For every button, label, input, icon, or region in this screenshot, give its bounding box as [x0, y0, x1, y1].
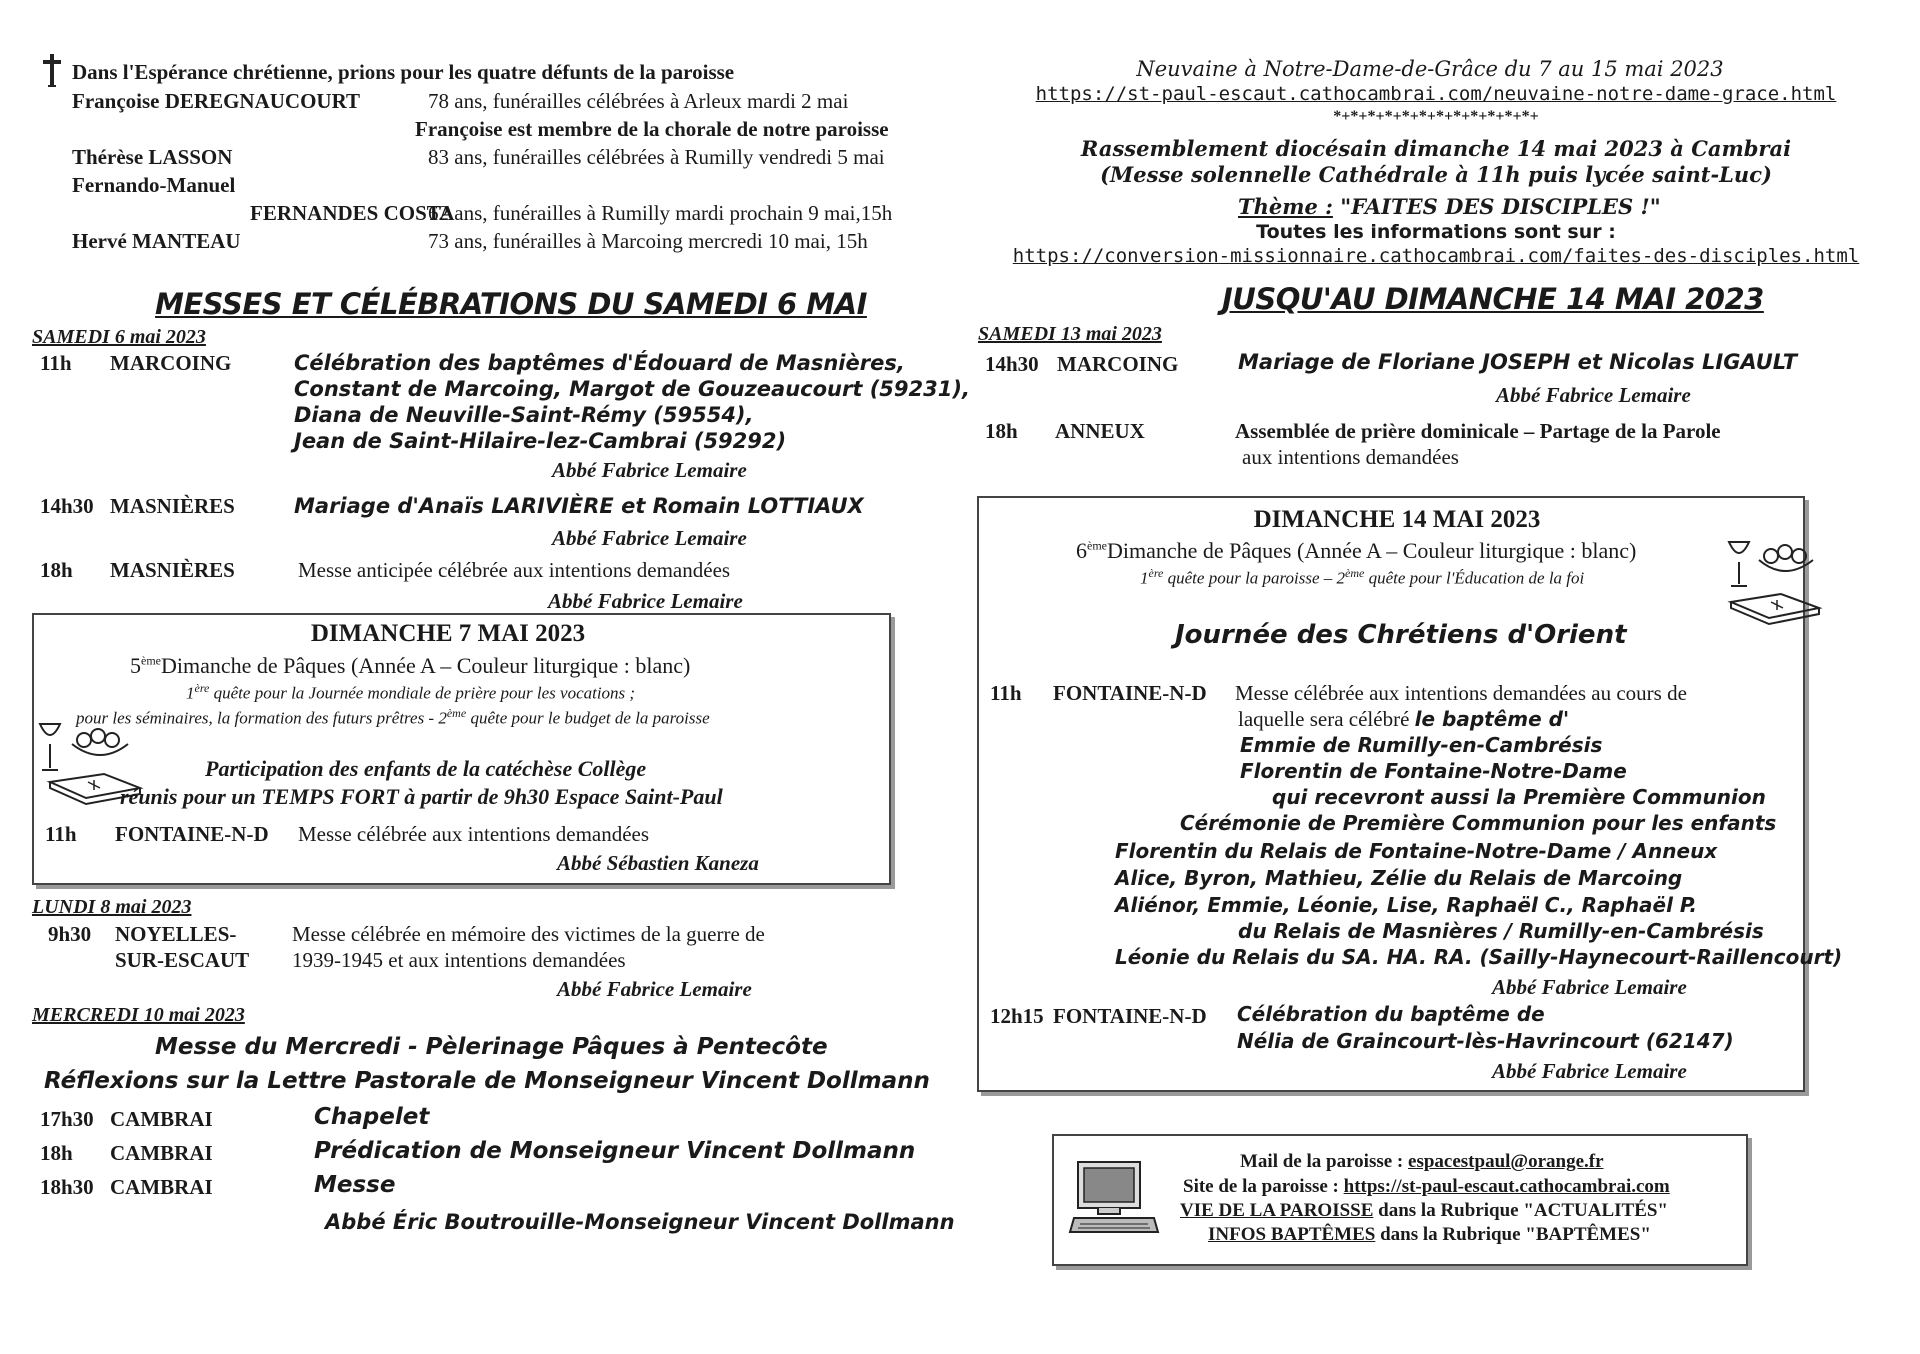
- info-link[interactable]: https://conversion-missionnaire.cathocambrai.com/faites-des-disciples.html: [1012, 245, 1860, 267]
- mail-line: [1240, 1151, 1604, 1173]
- event-place: MARCOING: [1057, 352, 1179, 376]
- priest-name: Abbé Fabrice Lemaire: [548, 589, 743, 613]
- event-text: qui recevront aussi la Première Communion: [1272, 785, 1766, 809]
- priest-name: Abbé Fabrice Lemaire: [1492, 975, 1687, 999]
- event-time: 14h30: [985, 352, 1039, 376]
- event-time: 18h30: [40, 1175, 94, 1199]
- event-place: CAMBRAI: [110, 1107, 213, 1131]
- event-text: Célébration du baptême de: [1237, 1002, 1545, 1026]
- event-text: 1939-1945 et aux intentions demandées: [292, 948, 626, 972]
- priest-name: Abbé Éric Boutrouille-Monseigneur Vincent Dollmann: [325, 1210, 955, 1234]
- event-text: aux intentions demandées: [1242, 445, 1459, 469]
- collection-line: pour les séminaires, la formation des futurs prêtres - 2ème quête pour le budget de la paroisse: [76, 706, 710, 728]
- event-text: Messe: [314, 1172, 396, 1198]
- sunday-line: 5èmeDimanche de Pâques (Année A – Couleur liturgique : blanc): [130, 653, 691, 678]
- deceased-text: 73 ans, funérailles à Marcoing mercredi 10 mai, 15h: [428, 229, 868, 253]
- deceased-name: Thérèse LASSON: [72, 145, 233, 169]
- event-place: MASNIÈRES: [110, 558, 235, 582]
- vie-line: VIE DE LA PAROISSE dans la Rubrique "ACTUALITÉS": [1180, 1200, 1668, 1221]
- theme-text: "FAITES DES DISCIPLES !": [1340, 194, 1661, 219]
- sunday-title: DIMANCHE 14 MAI 2023: [1253, 506, 1541, 533]
- mail-link[interactable]: espacestpaul@orange.fr: [1408, 1151, 1604, 1172]
- deceased-note: Françoise est membre de la chorale de notre paroisse: [415, 117, 889, 141]
- priest-name: Abbé Fabrice Lemaire: [557, 977, 752, 1001]
- event-place: ANNEUX: [1055, 419, 1145, 443]
- event-time: 17h30: [40, 1107, 94, 1131]
- collection-line: 1ère quête pour la paroisse – 2ème quête pour l'Éducation de la foi: [1140, 566, 1585, 588]
- cross-icon: [40, 52, 64, 88]
- event-text: laquelle sera célébré le baptême d': [1238, 707, 1570, 731]
- event-time: 18h: [40, 558, 73, 582]
- sunday-title: DIMANCHE 7 MAI 2023: [310, 620, 586, 647]
- event-place: FONTAINE-N-D: [1053, 681, 1207, 705]
- neuvaine-title: Neuvaine à Notre-Dame-de-Grâce du 7 au 15 mai 2023: [1136, 57, 1724, 81]
- deceased-name: Hervé MANTEAU: [72, 229, 241, 253]
- event-text: Célébration des baptêmes d'Édouard de Masnières,: [294, 351, 905, 375]
- mail-label: Mail de la paroisse :: [1240, 1151, 1404, 1172]
- sunday-line: 6èmeDimanche de Pâques (Année A – Couleur liturgique : blanc): [1076, 538, 1637, 563]
- event-text: Mariage de Floriane JOSEPH et Nicolas LIGAULT: [1238, 350, 1798, 374]
- event-time: 9h30: [48, 922, 92, 946]
- priest-name: Abbé Fabrice Lemaire: [1496, 383, 1691, 407]
- event-text: Messe anticipée célébrée aux intentions demandées: [298, 558, 731, 582]
- event-time: 18h: [40, 1141, 73, 1165]
- collection-line: 1ère quête pour la Journée mondiale de prière pour les vocations ;: [186, 681, 636, 703]
- event-place: SUR-ESCAUT: [115, 948, 250, 972]
- event-text: Emmie de Rumilly-en-Cambrésis: [1240, 733, 1603, 757]
- event-place: FONTAINE-N-D: [1053, 1004, 1207, 1028]
- event-place: MASNIÈRES: [110, 494, 235, 518]
- deceased-name: Françoise DEREGNAUCOURT: [72, 89, 361, 113]
- event-text: Assemblée de prière dominicale – Partage de la Parole: [1235, 419, 1721, 443]
- day-date: MERCREDI 10 mai 2023: [32, 1004, 245, 1026]
- event-text: Aliénor, Emmie, Léonie, Lise, Raphaël C., Raphaël P.: [1115, 893, 1698, 917]
- event-text: Messe célébrée aux intentions demandées au cours de: [1235, 681, 1687, 705]
- deceased-text: 78 ans, funérailles célébrées à Arleux mardi 2 mai: [428, 89, 849, 113]
- event-place: MARCOING: [110, 351, 232, 375]
- event-time: 18h: [985, 419, 1018, 443]
- event-time: 11h: [45, 822, 77, 846]
- chalice-bread-book-icon: [1725, 538, 1825, 638]
- event-text: du Relais de Masnières / Rumilly-en-Cambrésis: [1238, 919, 1764, 943]
- event-text: Mariage d'Anaïs LARIVIÈRE et Romain LOTTIAUX: [294, 494, 864, 518]
- event-text: Léonie du Relais du SA. HA. RA. (Sailly-Haynecourt-Raillencourt): [1115, 945, 1843, 969]
- event-text: Jean de Saint-Hilaire-lez-Cambrai (59292): [294, 429, 787, 453]
- left-heading: MESSES ET CÉLÉBRATIONS DU SAMEDI 6 MAI: [155, 287, 867, 321]
- mercredi-title: Réflexions sur la Lettre Pastorale de Monseigneur Vincent Dollmann: [44, 1068, 930, 1094]
- obituary-title: Dans l'Espérance chrétienne, prions pour les quatre défunts de la paroisse: [72, 60, 735, 84]
- event-time: 14h30: [40, 494, 94, 518]
- deceased-name: FERNANDES COSTA: [250, 201, 455, 225]
- event-place: CAMBRAI: [110, 1175, 213, 1199]
- event-text: Messe célébrée aux intentions demandées: [298, 822, 650, 846]
- event-place: CAMBRAI: [110, 1141, 213, 1165]
- event-time: 11h: [990, 681, 1022, 705]
- priest-name: Abbé Fabrice Lemaire: [552, 526, 747, 550]
- priest-name: Abbé Fabrice Lemaire: [1492, 1059, 1687, 1083]
- event-time: 12h15: [990, 1004, 1044, 1028]
- right-heading: JUSQU'AU DIMANCHE 14 MAI 2023: [1222, 282, 1764, 316]
- event-text: Florentin de Fontaine-Notre-Dame: [1240, 759, 1627, 783]
- neuvaine-link[interactable]: https://st-paul-escaut.cathocambrai.com/neuvaine-notre-dame-grace.html: [1035, 83, 1837, 105]
- event-text: Florentin du Relais de Fontaine-Notre-Dame / Anneux: [1115, 839, 1718, 863]
- event-place: FONTAINE-N-D: [115, 822, 269, 846]
- participation-line: Participation des enfants de la catéchèse Collège: [205, 756, 647, 781]
- rassemblement-line: Rassemblement diocésain dimanche 14 mai 2023 à Cambrai: [1080, 136, 1792, 161]
- event-text: Prédication de Monseigneur Vincent Dollmann: [314, 1138, 916, 1164]
- priest-name: Abbé Sébastien Kaneza: [557, 851, 759, 875]
- deceased-text: 83 ans, funérailles célébrées à Rumilly vendredi 5 mai: [428, 145, 885, 169]
- event-place: NOYELLES-: [115, 922, 237, 946]
- event-text: Messe célébrée en mémoire des victimes de la guerre de: [292, 922, 765, 946]
- event-text: Chapelet: [314, 1104, 430, 1130]
- participation-line: réunis pour un TEMPS FORT à partir de 9h30 Espace Saint-Paul: [120, 784, 723, 809]
- event-text: Nélia de Graincourt-lès-Havrincourt (62147): [1237, 1029, 1734, 1053]
- stars-divider: *+*+*+*+*+*+*+*+*+*+*+*+: [1333, 108, 1539, 125]
- journee-title: Journée des Chrétiens d'Orient: [1175, 620, 1627, 650]
- day-date: SAMEDI 13 mai 2023: [978, 323, 1162, 345]
- day-date: LUNDI 8 mai 2023: [32, 896, 192, 918]
- event-text: Constant de Marcoing, Margot de Gouzeaucourt (59231),: [294, 377, 970, 401]
- deceased-name: Fernando-Manuel: [72, 173, 236, 197]
- theme-line: [1238, 194, 1661, 219]
- event-text: Diana de Neuville-Saint-Rémy (59554),: [294, 403, 754, 427]
- info-text: Toutes les informations sont sur :: [1256, 221, 1616, 243]
- rassemblement-line: (Messe solennelle Cathédrale à 11h puis lycée saint-Luc): [1100, 162, 1772, 187]
- priest-name: Abbé Fabrice Lemaire: [552, 458, 747, 482]
- day-date: SAMEDI 6 mai 2023: [32, 326, 206, 348]
- computer-icon: [1068, 1160, 1160, 1238]
- site-label: Site de la paroisse :: [1183, 1176, 1339, 1197]
- event-text: Cérémonie de Première Communion pour les enfants: [1180, 811, 1777, 835]
- infos-line: INFOS BAPTÊMES dans la Rubrique "BAPTÊMES": [1208, 1224, 1651, 1245]
- site-line: [1183, 1176, 1670, 1198]
- mercredi-title: Messe du Mercredi - Pèlerinage Pâques à Pentecôte: [155, 1034, 828, 1060]
- site-link[interactable]: https://st-paul-escaut.cathocambrai.com: [1343, 1176, 1670, 1197]
- event-text: Alice, Byron, Mathieu, Zélie du Relais de Marcoing: [1115, 866, 1683, 890]
- theme-label: Thème :: [1238, 194, 1333, 219]
- deceased-text: 62 ans, funérailles à Rumilly mardi prochain 9 mai,15h: [428, 201, 893, 225]
- event-time: 11h: [40, 351, 72, 375]
